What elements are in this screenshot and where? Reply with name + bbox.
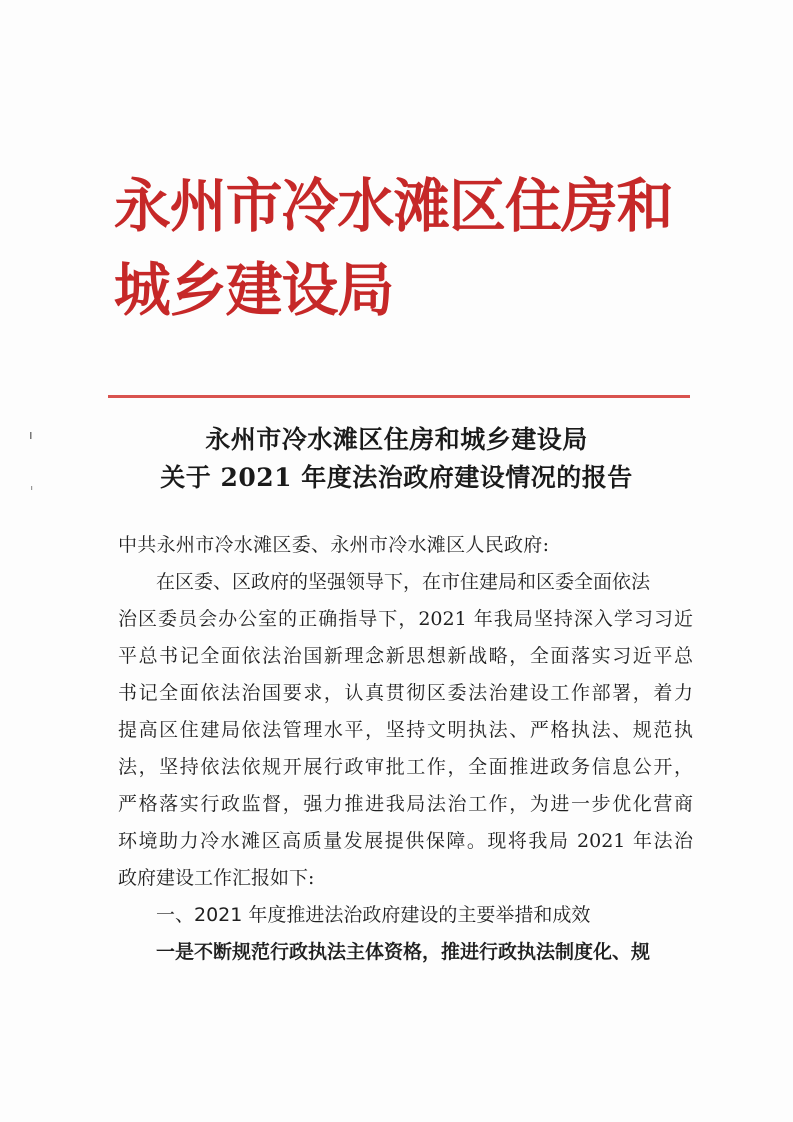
point-one-text: 一是不断规范行政执法主体资格，推进行政执法制度化、规 — [156, 941, 651, 963]
paragraph-line: 政府建设工作汇报如下: — [118, 867, 315, 889]
masthead-org-name: 永州市冷水滩区住房和城乡建设局 — [113, 172, 673, 324]
paragraph-line-text: 治区委员会办公室的正确指导下，2021 年我局坚持深入学习习近 — [118, 608, 693, 630]
paragraph-line-text: 平总书记全面依法治国新理念新思想新战略，全面落实习近平总 — [118, 645, 693, 667]
report-body — [118, 530, 693, 990]
paragraph-line — [118, 826, 693, 853]
report-title-line-2: 关于 2021 年度法治政府建设情况的报告 — [160, 463, 633, 492]
paragraph-line — [118, 678, 693, 705]
paragraph-line — [118, 752, 693, 779]
paragraph-line-text: 严格落实行政监督，强力推进我局法治工作，为进一步优化营商 — [118, 793, 693, 815]
paragraph-line — [118, 604, 693, 631]
paragraph-line-text: 法，坚持依法依规开展行政审批工作，全面推进政务信息公开， — [118, 756, 693, 778]
paragraph-line — [118, 641, 693, 668]
paragraph-line-text: 环境助力冷水滩区高质量发展提供保障。现将我局 2021 年法治 — [118, 830, 693, 852]
paragraph-line-text: 提高区住建局依法管理水平，坚持文明执法、严格执法、规范执 — [118, 719, 693, 741]
paragraph-line — [118, 789, 693, 816]
section-heading-1: 一、2021 年度推进法治政府建设的主要举措和成效 — [156, 904, 591, 926]
scan-specks — [26, 430, 36, 500]
red-separator-line — [108, 395, 690, 398]
salutation: 中共永州市冷水滩区委、永州市冷水滩区人民政府: — [118, 534, 550, 556]
paragraph-line: 在区委、区政府的坚强领导下，在市住建局和区委全面依法 — [156, 571, 651, 593]
paragraph-line — [118, 715, 693, 742]
report-title-line-1: 永州市冷水滩区住房和城乡建设局 — [205, 425, 588, 454]
paragraph-line-text: 书记全面依法治国要求，认真贯彻区委法治建设工作部署，着力 — [118, 682, 693, 704]
